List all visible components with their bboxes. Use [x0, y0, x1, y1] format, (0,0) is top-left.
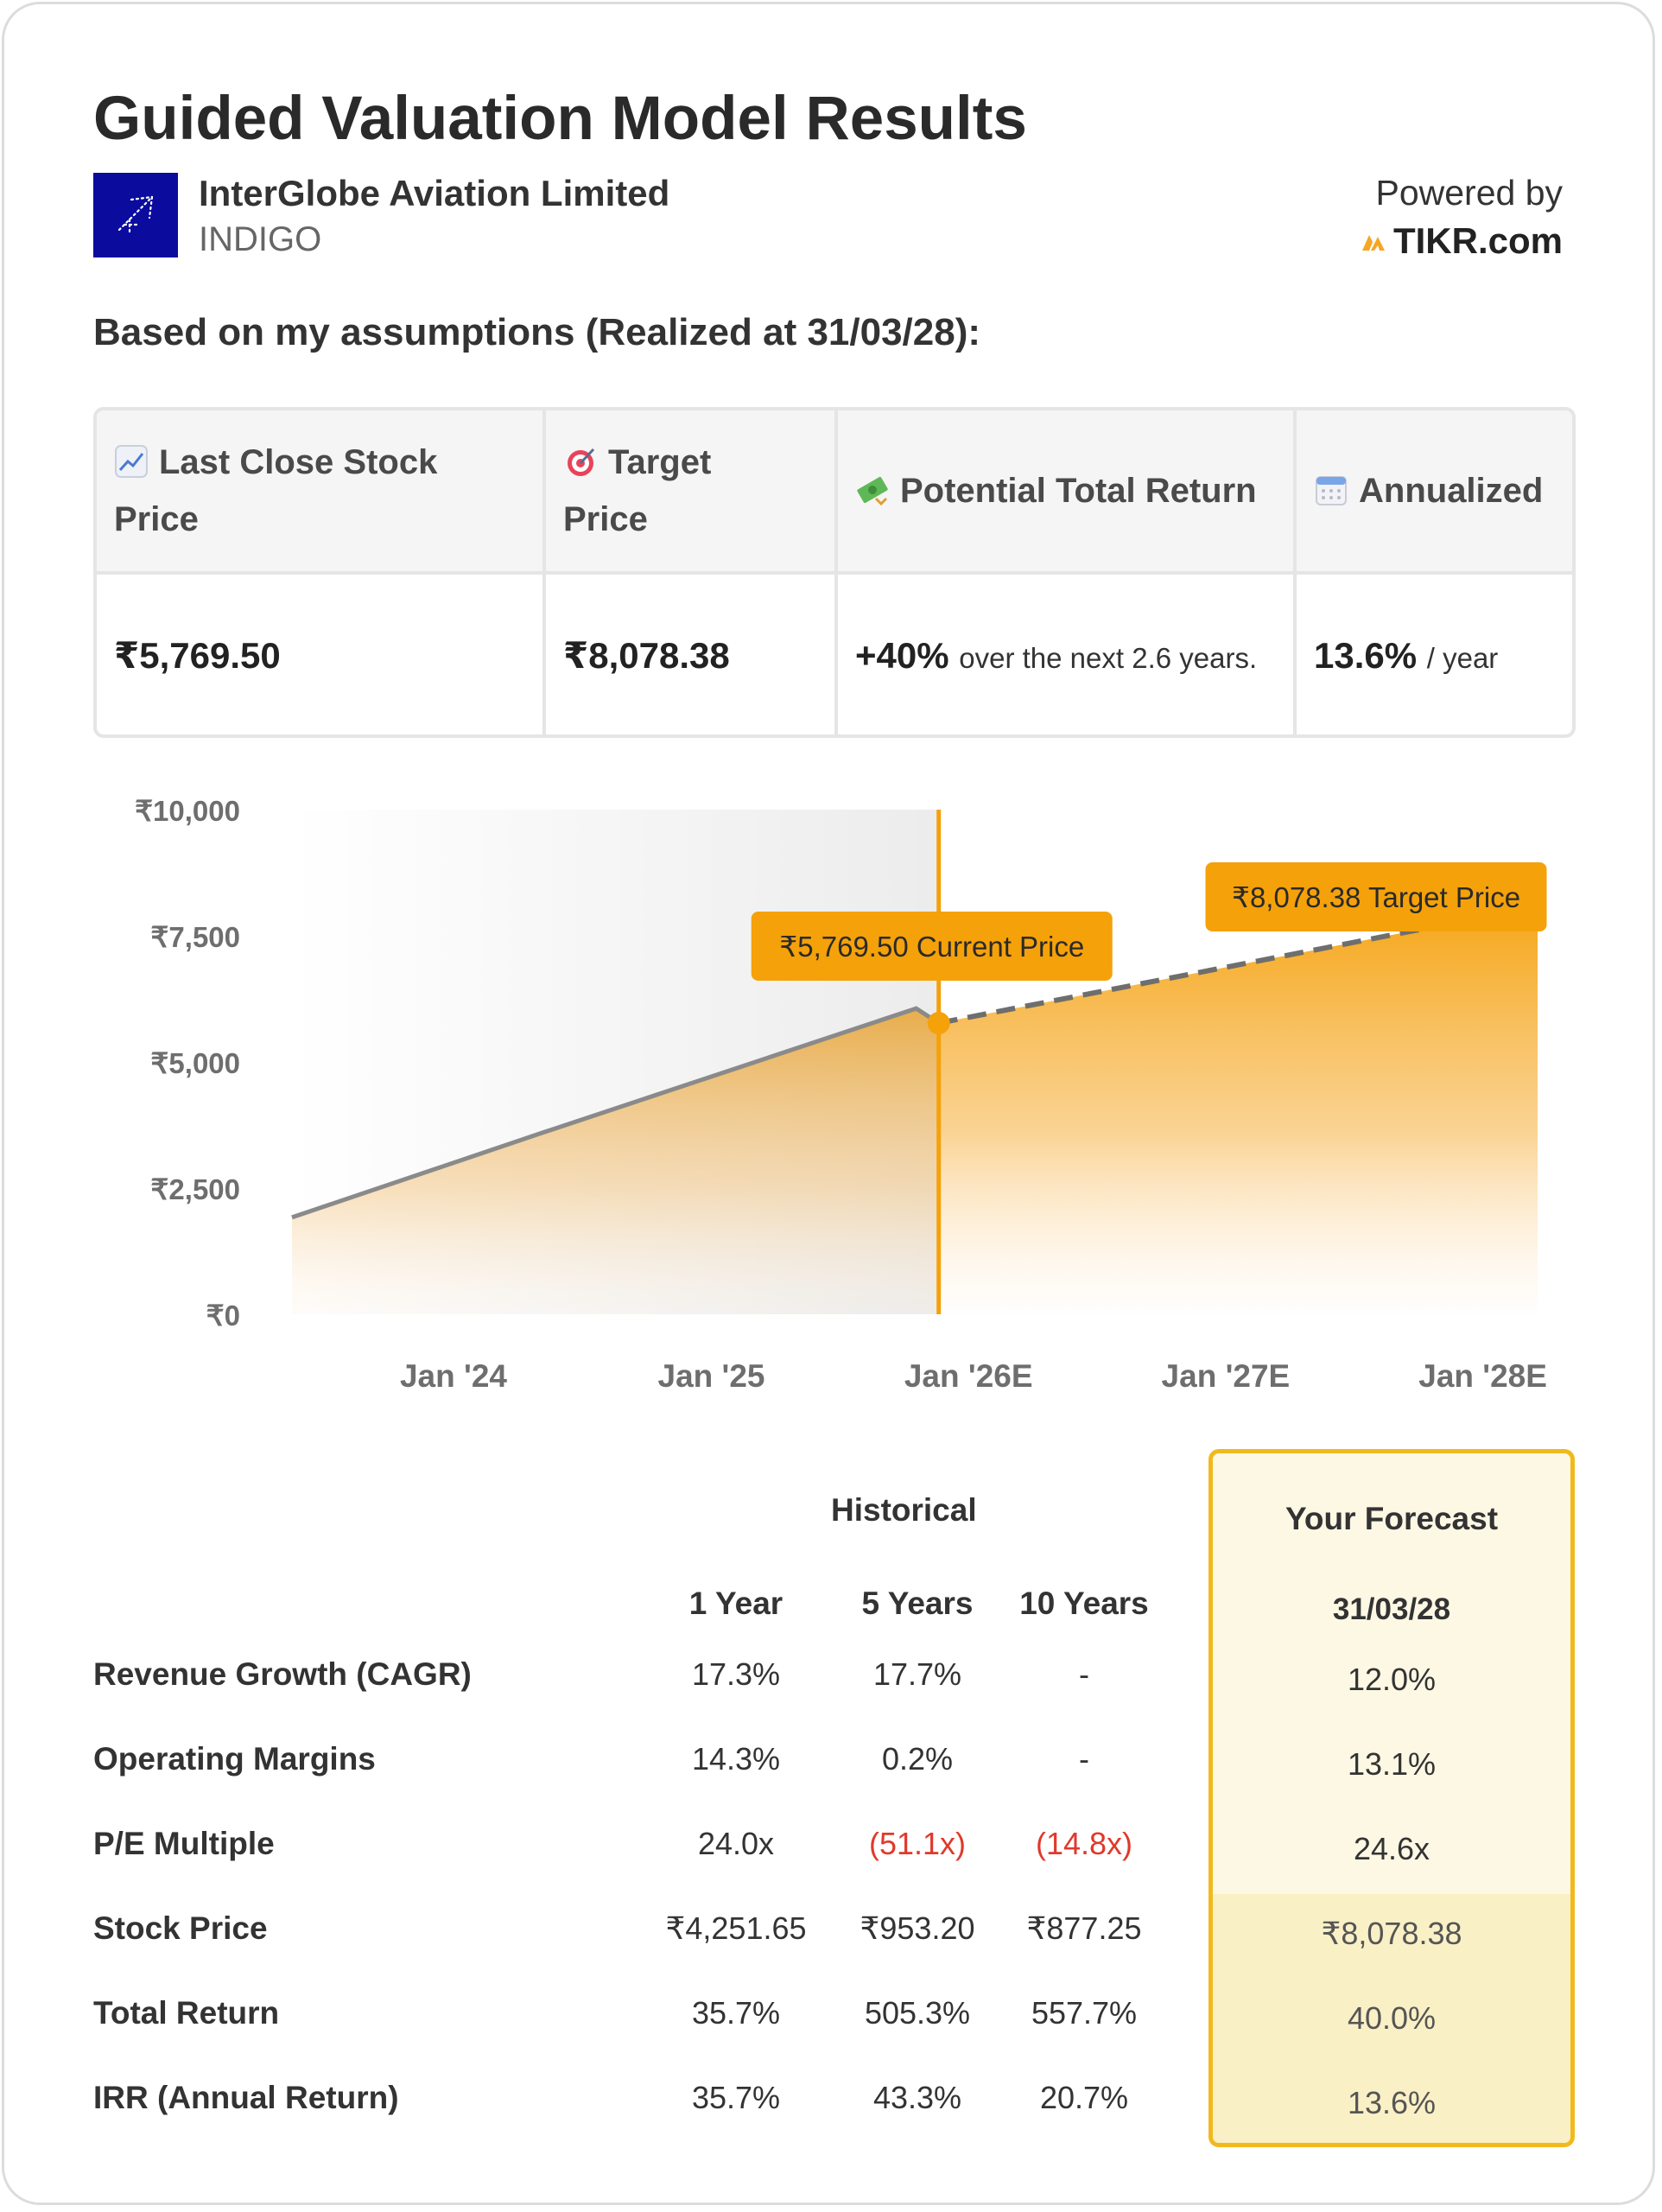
- header-last-close-line1: Last Close Stock: [159, 443, 438, 481]
- header-target-line1: Target: [608, 443, 712, 481]
- y-tick-label: ₹7,500: [150, 921, 240, 953]
- historical-header: Historical: [831, 1492, 977, 1528]
- table-cell: ₹877.25: [1026, 1910, 1142, 1946]
- y-tick-label: ₹0: [206, 1300, 240, 1332]
- header-return: [836, 410, 1295, 573]
- forecast-cell: 13.6%: [1347, 2085, 1437, 2120]
- tikr-logo-icon: [1361, 230, 1386, 252]
- annualized-value: 13.6%: [1314, 634, 1418, 676]
- x-tick-label: Jan '28E: [1418, 1358, 1547, 1394]
- row-label: Operating Margins: [93, 1741, 376, 1777]
- company-ticker: INDIGO: [199, 220, 322, 258]
- row-label: IRR (Annual Return): [93, 2080, 399, 2115]
- table-cell: ₹4,251.65: [665, 1910, 807, 1946]
- y-tick-label: ₹2,500: [150, 1173, 240, 1205]
- col-10-years: 10 Years: [1019, 1586, 1149, 1621]
- col-1-year: 1 Year: [688, 1586, 783, 1621]
- money-icon: [855, 473, 890, 507]
- forecast-cell: 24.6x: [1353, 1831, 1430, 1866]
- table-cell: 35.7%: [691, 2080, 781, 2115]
- table-cell: 505.3%: [864, 1995, 971, 2031]
- forecast-panel: [1208, 1449, 1575, 2147]
- forecast-cell: 13.1%: [1347, 1746, 1437, 1782]
- table-cell: 17.7%: [872, 1656, 962, 1692]
- current-price-callout-text: ₹5,769.50 Current Price: [779, 931, 1085, 963]
- price-chart: [4, 773, 1662, 1430]
- row-label: Revenue Growth (CAGR): [93, 1656, 472, 1692]
- last-close-value: ₹5,769.50: [97, 573, 544, 736]
- summary-value-row: [97, 573, 1572, 736]
- tikr-brand[interactable]: [1361, 220, 1563, 262]
- target-value: ₹8,078.38: [544, 573, 836, 736]
- x-tick-label: Jan '25: [657, 1358, 765, 1394]
- y-tick-label: ₹5,000: [150, 1047, 240, 1079]
- table-cell: 557.7%: [1031, 1995, 1138, 2031]
- header-target-line2: Price: [563, 500, 648, 538]
- annualized-cell: [1295, 573, 1572, 736]
- table-cell: 14.3%: [691, 1741, 781, 1777]
- y-tick-label: ₹10,000: [135, 795, 240, 827]
- current-price-point: [928, 1012, 950, 1034]
- header-return-label: Potential Total Return: [900, 472, 1257, 510]
- return-cell: [836, 573, 1295, 736]
- row-label: P/E Multiple: [93, 1826, 275, 1861]
- forecast-header: Your Forecast: [1285, 1501, 1499, 1536]
- x-tick-label: Jan '27E: [1161, 1358, 1291, 1394]
- table-cell: 24.0x: [697, 1826, 775, 1861]
- header-last-close-line2: Price: [114, 500, 199, 538]
- table-cell: 17.3%: [691, 1656, 781, 1692]
- target-icon: [563, 444, 598, 479]
- table-cell: 20.7%: [1039, 2080, 1129, 2115]
- header-annualized: [1295, 410, 1572, 573]
- header-annualized-label: Annualized: [1359, 472, 1544, 510]
- return-value: +40%: [855, 634, 949, 676]
- table-cell: 43.3%: [872, 2080, 962, 2115]
- x-tick-label: Jan '26E: [904, 1358, 1033, 1394]
- chart-up-icon: [114, 444, 149, 479]
- col-5-years: 5 Years: [861, 1586, 974, 1621]
- forecast-date: 31/03/28: [1332, 1592, 1451, 1626]
- annualized-suffix: / year: [1426, 641, 1499, 674]
- row-label: Stock Price: [93, 1910, 268, 1946]
- results-card: [2, 2, 1655, 2205]
- summary-table: [93, 407, 1576, 738]
- powered-by-label: Powered by: [1375, 173, 1563, 213]
- row-label: Total Return: [93, 1995, 280, 2031]
- forecast-cell: ₹8,078.38: [1321, 1916, 1462, 1951]
- company-logo: [93, 173, 178, 257]
- table-cell: ₹953.20: [860, 1910, 975, 1946]
- x-tick-label: Jan '24: [399, 1358, 507, 1394]
- assumption-heading: Based on my assumptions (Realized at 31/03/28):: [93, 311, 981, 353]
- forecast-cell: 12.0%: [1347, 1662, 1437, 1697]
- table-cell: 0.2%: [881, 1741, 954, 1777]
- forecast-cell: 40.0%: [1347, 2000, 1437, 2036]
- return-suffix: over the next 2.6 years.: [959, 641, 1258, 674]
- company-name: InterGlobe Aviation Limited: [199, 173, 670, 213]
- airplane-icon: [93, 173, 178, 257]
- table-cell: (51.1x): [868, 1826, 967, 1861]
- header-target: [544, 410, 836, 573]
- calendar-icon: [1314, 473, 1348, 507]
- tikr-brand-text: TIKR.com: [1392, 220, 1563, 261]
- summary-header-row: [97, 410, 1572, 573]
- target-price-callout-text: ₹8,078.38 Target Price: [1231, 881, 1521, 913]
- table-cell: 35.7%: [691, 1995, 781, 2031]
- page-title: Guided Valuation Model Results: [93, 85, 1027, 153]
- table-cell: -: [1079, 1656, 1089, 1692]
- table-cell: (14.8x): [1035, 1826, 1133, 1861]
- header-last-close: [97, 410, 544, 573]
- table-cell: -: [1079, 1741, 1089, 1777]
